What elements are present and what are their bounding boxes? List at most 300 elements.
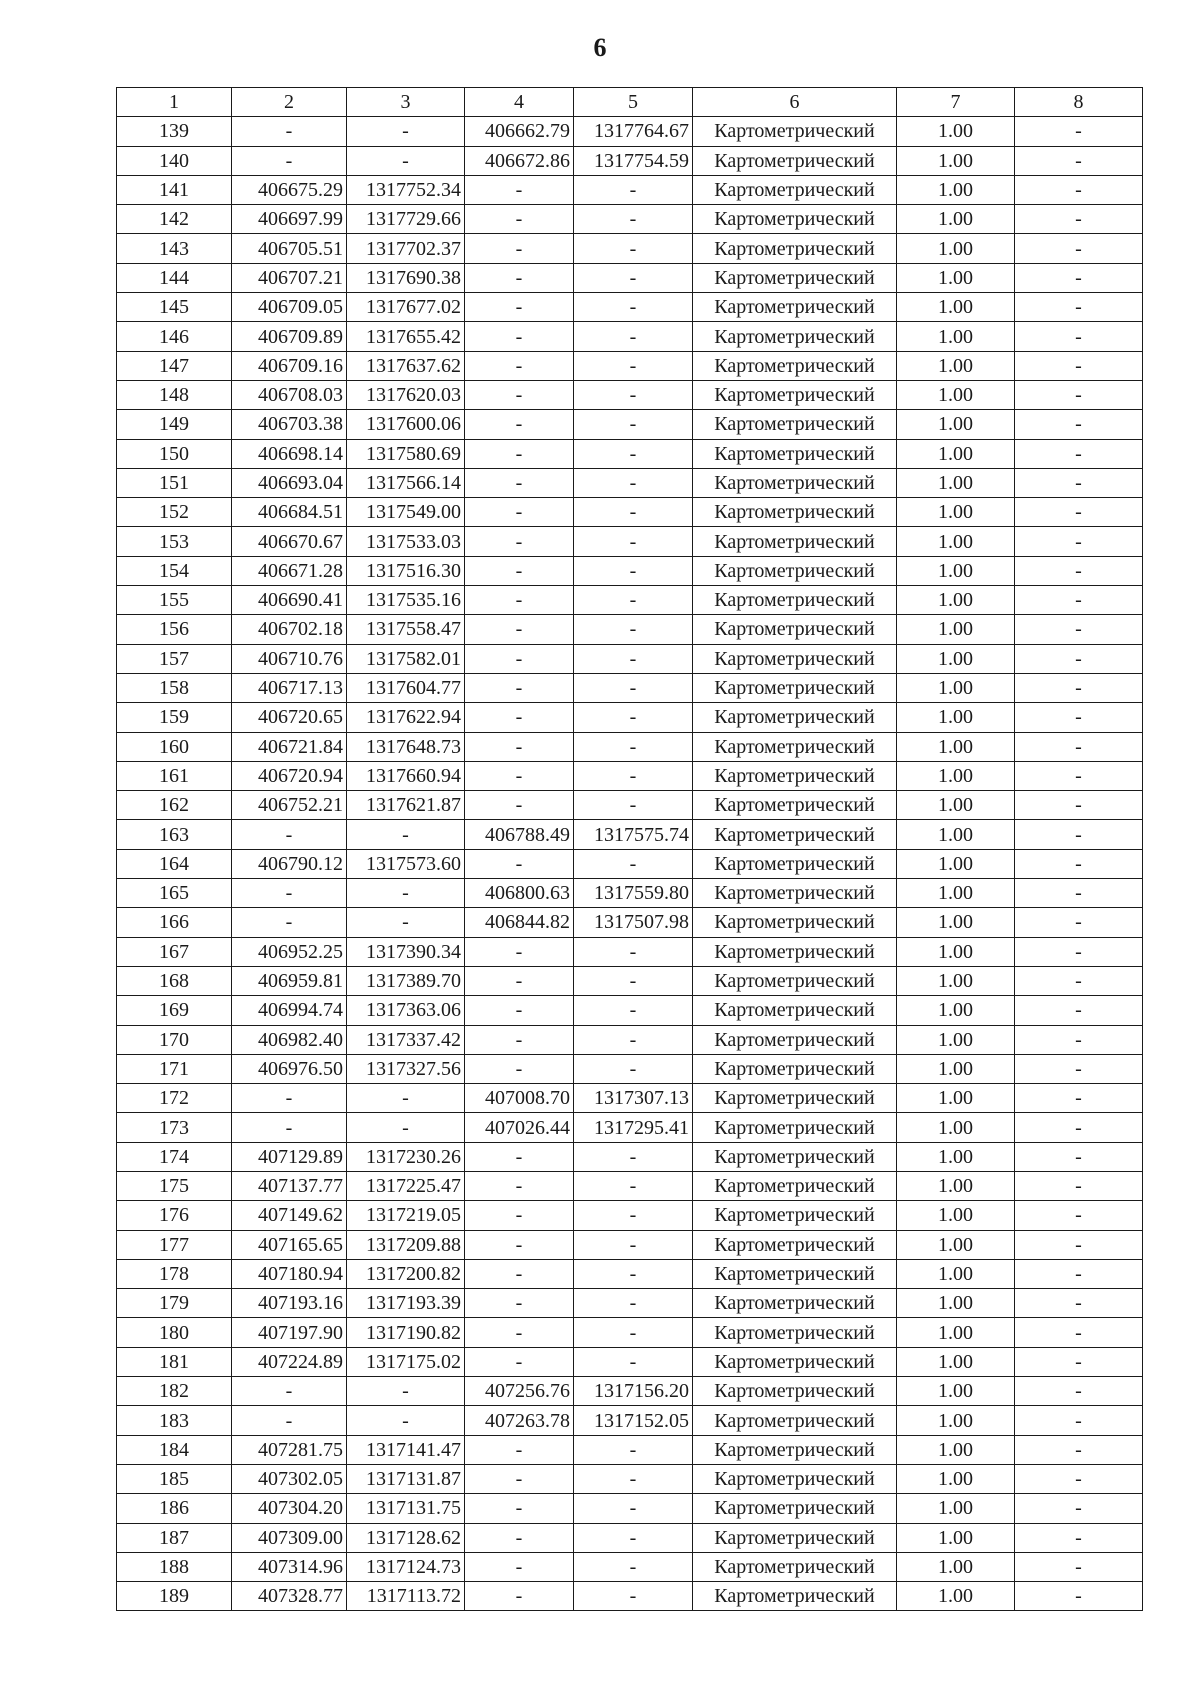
cell-description: - bbox=[1015, 791, 1143, 820]
cell-point-number: 169 bbox=[117, 996, 232, 1025]
cell-y-new: - bbox=[574, 586, 693, 615]
table-row bbox=[117, 1025, 1143, 1054]
cell-method: Картометрический bbox=[693, 1259, 897, 1288]
cell-point-number: 188 bbox=[117, 1552, 232, 1581]
cell-x-existing: 406982.40 bbox=[232, 1025, 347, 1054]
cell-method: Картометрический bbox=[693, 1142, 897, 1171]
cell-x-new: 406800.63 bbox=[465, 879, 574, 908]
cell-method: Картометрический bbox=[693, 175, 897, 204]
cell-y-existing: 1317558.47 bbox=[347, 615, 465, 644]
cell-method: Картометрический bbox=[693, 1435, 897, 1464]
cell-description: - bbox=[1015, 1377, 1143, 1406]
cell-point-number: 144 bbox=[117, 263, 232, 292]
table-row bbox=[117, 908, 1143, 937]
cell-description: - bbox=[1015, 263, 1143, 292]
cell-description: - bbox=[1015, 468, 1143, 497]
column-header-3: 3 bbox=[347, 88, 465, 117]
cell-y-new: - bbox=[574, 1201, 693, 1230]
table-row bbox=[117, 468, 1143, 497]
cell-point-number: 181 bbox=[117, 1347, 232, 1376]
cell-y-existing: 1317600.06 bbox=[347, 410, 465, 439]
cell-y-existing: 1317225.47 bbox=[347, 1171, 465, 1200]
cell-y-new: - bbox=[574, 1347, 693, 1376]
cell-precision: 1.00 bbox=[897, 879, 1015, 908]
table-row bbox=[117, 1230, 1143, 1259]
cell-x-new: - bbox=[465, 849, 574, 878]
cell-method: Картометрический bbox=[693, 263, 897, 292]
cell-method: Картометрический bbox=[693, 615, 897, 644]
cell-point-number: 162 bbox=[117, 791, 232, 820]
cell-method: Картометрический bbox=[693, 322, 897, 351]
cell-precision: 1.00 bbox=[897, 263, 1015, 292]
cell-method: Картометрический bbox=[693, 586, 897, 615]
cell-point-number: 157 bbox=[117, 644, 232, 673]
cell-precision: 1.00 bbox=[897, 673, 1015, 702]
cell-method: Картометрический bbox=[693, 498, 897, 527]
cell-x-new: 407263.78 bbox=[465, 1406, 574, 1435]
cell-point-number: 189 bbox=[117, 1582, 232, 1611]
cell-y-existing: 1317128.62 bbox=[347, 1523, 465, 1552]
cell-precision: 1.00 bbox=[897, 761, 1015, 790]
cell-x-new: - bbox=[465, 1289, 574, 1318]
cell-method: Картометрический bbox=[693, 1464, 897, 1493]
cell-precision: 1.00 bbox=[897, 410, 1015, 439]
cell-point-number: 161 bbox=[117, 761, 232, 790]
table-row bbox=[117, 380, 1143, 409]
cell-point-number: 154 bbox=[117, 556, 232, 585]
cell-x-existing: 406697.99 bbox=[232, 205, 347, 234]
cell-y-existing: 1317389.70 bbox=[347, 966, 465, 995]
cell-x-existing: 407224.89 bbox=[232, 1347, 347, 1376]
cell-x-new: - bbox=[465, 1054, 574, 1083]
cell-description: - bbox=[1015, 146, 1143, 175]
cell-method: Картометрический bbox=[693, 1230, 897, 1259]
cell-precision: 1.00 bbox=[897, 146, 1015, 175]
table-row bbox=[117, 1201, 1143, 1230]
table-row bbox=[117, 234, 1143, 263]
cell-precision: 1.00 bbox=[897, 849, 1015, 878]
cell-precision: 1.00 bbox=[897, 937, 1015, 966]
page-number: 6 bbox=[593, 33, 607, 62]
cell-x-existing: 406717.13 bbox=[232, 673, 347, 702]
cell-x-new: - bbox=[465, 1347, 574, 1376]
cell-x-existing: - bbox=[232, 820, 347, 849]
cell-method: Картометрический bbox=[693, 439, 897, 468]
cell-x-existing: 406720.65 bbox=[232, 703, 347, 732]
cell-y-new: - bbox=[574, 322, 693, 351]
cell-method: Картометрический bbox=[693, 1582, 897, 1611]
cell-x-new: 407026.44 bbox=[465, 1113, 574, 1142]
cell-x-existing: 407165.65 bbox=[232, 1230, 347, 1259]
cell-description: - bbox=[1015, 1025, 1143, 1054]
cell-y-new: - bbox=[574, 703, 693, 732]
cell-y-existing: 1317580.69 bbox=[347, 439, 465, 468]
cell-method: Картометрический bbox=[693, 1406, 897, 1435]
cell-precision: 1.00 bbox=[897, 1318, 1015, 1347]
cell-point-number: 152 bbox=[117, 498, 232, 527]
cell-description: - bbox=[1015, 1142, 1143, 1171]
table-row bbox=[117, 322, 1143, 351]
cell-x-new: - bbox=[465, 1582, 574, 1611]
cell-y-existing: - bbox=[347, 1113, 465, 1142]
cell-precision: 1.00 bbox=[897, 644, 1015, 673]
cell-x-new: - bbox=[465, 791, 574, 820]
cell-x-existing: 406709.05 bbox=[232, 293, 347, 322]
cell-precision: 1.00 bbox=[897, 820, 1015, 849]
cell-method: Картометрический bbox=[693, 410, 897, 439]
table-row bbox=[117, 439, 1143, 468]
cell-x-existing: 406702.18 bbox=[232, 615, 347, 644]
cell-y-new: - bbox=[574, 761, 693, 790]
cell-y-new: - bbox=[574, 293, 693, 322]
table-row bbox=[117, 615, 1143, 644]
cell-description: - bbox=[1015, 820, 1143, 849]
cell-precision: 1.00 bbox=[897, 205, 1015, 234]
cell-precision: 1.00 bbox=[897, 1201, 1015, 1230]
table-row bbox=[117, 703, 1143, 732]
cell-y-existing: 1317131.87 bbox=[347, 1464, 465, 1493]
table-row bbox=[117, 996, 1143, 1025]
cell-y-existing: 1317729.66 bbox=[347, 205, 465, 234]
table-row bbox=[117, 263, 1143, 292]
cell-precision: 1.00 bbox=[897, 1582, 1015, 1611]
cell-description: - bbox=[1015, 908, 1143, 937]
table-row bbox=[117, 498, 1143, 527]
cell-x-new: - bbox=[465, 205, 574, 234]
cell-precision: 1.00 bbox=[897, 175, 1015, 204]
cell-y-new: - bbox=[574, 527, 693, 556]
cell-y-existing: - bbox=[347, 820, 465, 849]
cell-point-number: 155 bbox=[117, 586, 232, 615]
cell-point-number: 174 bbox=[117, 1142, 232, 1171]
table-row bbox=[117, 644, 1143, 673]
cell-y-new: - bbox=[574, 1259, 693, 1288]
cell-x-existing: - bbox=[232, 879, 347, 908]
table-body bbox=[117, 117, 1143, 1611]
cell-x-new: - bbox=[465, 263, 574, 292]
cell-precision: 1.00 bbox=[897, 1113, 1015, 1142]
table-row bbox=[117, 1289, 1143, 1318]
table-row bbox=[117, 1552, 1143, 1581]
cell-x-new: - bbox=[465, 234, 574, 263]
cell-x-existing: 406994.74 bbox=[232, 996, 347, 1025]
cell-description: - bbox=[1015, 1318, 1143, 1347]
cell-x-existing: - bbox=[232, 1406, 347, 1435]
cell-x-existing: - bbox=[232, 117, 347, 146]
cell-x-existing: 407149.62 bbox=[232, 1201, 347, 1230]
cell-description: - bbox=[1015, 703, 1143, 732]
cell-point-number: 141 bbox=[117, 175, 232, 204]
cell-x-existing: 406707.21 bbox=[232, 263, 347, 292]
cell-method: Картометрический bbox=[693, 1025, 897, 1054]
cell-x-existing: 406698.14 bbox=[232, 439, 347, 468]
cell-point-number: 182 bbox=[117, 1377, 232, 1406]
table-row bbox=[117, 1054, 1143, 1083]
cell-precision: 1.00 bbox=[897, 1259, 1015, 1288]
cell-y-existing: 1317390.34 bbox=[347, 937, 465, 966]
cell-precision: 1.00 bbox=[897, 996, 1015, 1025]
cell-y-existing: 1317113.72 bbox=[347, 1582, 465, 1611]
cell-point-number: 172 bbox=[117, 1084, 232, 1113]
cell-method: Картометрический bbox=[693, 1347, 897, 1376]
cell-x-new: 407256.76 bbox=[465, 1377, 574, 1406]
cell-x-new: - bbox=[465, 1523, 574, 1552]
cell-point-number: 173 bbox=[117, 1113, 232, 1142]
cell-x-existing: 406710.76 bbox=[232, 644, 347, 673]
cell-description: - bbox=[1015, 498, 1143, 527]
cell-y-existing: 1317327.56 bbox=[347, 1054, 465, 1083]
cell-x-existing: 406709.16 bbox=[232, 351, 347, 380]
cell-y-new: - bbox=[574, 1171, 693, 1200]
cell-method: Картометрический bbox=[693, 908, 897, 937]
cell-description: - bbox=[1015, 1084, 1143, 1113]
table-row bbox=[117, 966, 1143, 995]
cell-description: - bbox=[1015, 1552, 1143, 1581]
cell-precision: 1.00 bbox=[897, 468, 1015, 497]
cell-y-new: - bbox=[574, 644, 693, 673]
cell-x-new: - bbox=[465, 1142, 574, 1171]
cell-method: Картометрический bbox=[693, 527, 897, 556]
cell-point-number: 167 bbox=[117, 937, 232, 966]
cell-y-existing: 1317535.16 bbox=[347, 586, 465, 615]
table-row bbox=[117, 1494, 1143, 1523]
cell-x-existing: 406959.81 bbox=[232, 966, 347, 995]
cell-precision: 1.00 bbox=[897, 1347, 1015, 1376]
cell-description: - bbox=[1015, 761, 1143, 790]
cell-y-new: - bbox=[574, 732, 693, 761]
cell-y-new: 1317559.80 bbox=[574, 879, 693, 908]
cell-y-existing: 1317516.30 bbox=[347, 556, 465, 585]
cell-x-new: - bbox=[465, 996, 574, 1025]
cell-point-number: 165 bbox=[117, 879, 232, 908]
cell-description: - bbox=[1015, 380, 1143, 409]
cell-x-new: - bbox=[465, 673, 574, 702]
cell-y-existing: 1317131.75 bbox=[347, 1494, 465, 1523]
cell-method: Картометрический bbox=[693, 703, 897, 732]
cell-y-new: - bbox=[574, 791, 693, 820]
cell-precision: 1.00 bbox=[897, 1494, 1015, 1523]
cell-description: - bbox=[1015, 1406, 1143, 1435]
cell-description: - bbox=[1015, 1523, 1143, 1552]
cell-y-new: - bbox=[574, 1142, 693, 1171]
cell-method: Картометрический bbox=[693, 820, 897, 849]
cell-description: - bbox=[1015, 586, 1143, 615]
cell-method: Картометрический bbox=[693, 117, 897, 146]
cell-y-existing: 1317549.00 bbox=[347, 498, 465, 527]
cell-x-new: - bbox=[465, 1025, 574, 1054]
cell-description: - bbox=[1015, 293, 1143, 322]
cell-method: Картометрический bbox=[693, 732, 897, 761]
cell-y-existing: 1317209.88 bbox=[347, 1230, 465, 1259]
cell-y-new: - bbox=[574, 1494, 693, 1523]
cell-x-new: - bbox=[465, 410, 574, 439]
cell-precision: 1.00 bbox=[897, 1289, 1015, 1318]
cell-x-existing: - bbox=[232, 146, 347, 175]
cell-y-new: - bbox=[574, 439, 693, 468]
cell-method: Картометрический bbox=[693, 351, 897, 380]
cell-y-existing: 1317190.82 bbox=[347, 1318, 465, 1347]
cell-point-number: 186 bbox=[117, 1494, 232, 1523]
cell-y-existing: 1317604.77 bbox=[347, 673, 465, 702]
cell-y-new: - bbox=[574, 1054, 693, 1083]
cell-y-existing: - bbox=[347, 879, 465, 908]
cell-description: - bbox=[1015, 322, 1143, 351]
cell-method: Картометрический bbox=[693, 849, 897, 878]
cell-x-existing: 406705.51 bbox=[232, 234, 347, 263]
cell-x-existing: 406720.94 bbox=[232, 761, 347, 790]
cell-x-new: - bbox=[465, 732, 574, 761]
table-row bbox=[117, 1377, 1143, 1406]
cell-point-number: 143 bbox=[117, 234, 232, 263]
column-header-1: 1 bbox=[117, 88, 232, 117]
cell-y-existing: 1317582.01 bbox=[347, 644, 465, 673]
cell-y-existing: - bbox=[347, 1084, 465, 1113]
cell-description: - bbox=[1015, 1494, 1143, 1523]
cell-method: Картометрический bbox=[693, 1377, 897, 1406]
cell-y-existing: 1317566.14 bbox=[347, 468, 465, 497]
cell-method: Картометрический bbox=[693, 761, 897, 790]
cell-y-existing: 1317702.37 bbox=[347, 234, 465, 263]
cell-description: - bbox=[1015, 1464, 1143, 1493]
cell-y-existing: 1317620.03 bbox=[347, 380, 465, 409]
cell-y-new: - bbox=[574, 615, 693, 644]
cell-point-number: 139 bbox=[117, 117, 232, 146]
cell-point-number: 156 bbox=[117, 615, 232, 644]
cell-method: Картометрический bbox=[693, 1523, 897, 1552]
cell-description: - bbox=[1015, 410, 1143, 439]
cell-description: - bbox=[1015, 439, 1143, 468]
cell-y-new: - bbox=[574, 673, 693, 702]
column-header-5: 5 bbox=[574, 88, 693, 117]
cell-x-existing: 406952.25 bbox=[232, 937, 347, 966]
cell-x-new: - bbox=[465, 761, 574, 790]
cell-method: Картометрический bbox=[693, 468, 897, 497]
cell-precision: 1.00 bbox=[897, 556, 1015, 585]
cell-point-number: 187 bbox=[117, 1523, 232, 1552]
table-row bbox=[117, 351, 1143, 380]
column-header-8: 8 bbox=[1015, 88, 1143, 117]
cell-method: Картометрический bbox=[693, 293, 897, 322]
cell-point-number: 163 bbox=[117, 820, 232, 849]
table-row bbox=[117, 1142, 1143, 1171]
cell-y-new: - bbox=[574, 849, 693, 878]
cell-y-new: - bbox=[574, 996, 693, 1025]
cell-y-new: - bbox=[574, 1318, 693, 1347]
cell-y-existing: 1317230.26 bbox=[347, 1142, 465, 1171]
cell-precision: 1.00 bbox=[897, 586, 1015, 615]
cell-description: - bbox=[1015, 849, 1143, 878]
cell-point-number: 178 bbox=[117, 1259, 232, 1288]
table-row bbox=[117, 146, 1143, 175]
cell-x-new: - bbox=[465, 1318, 574, 1347]
cell-y-new: - bbox=[574, 175, 693, 204]
coordinates-table bbox=[116, 87, 1143, 1611]
cell-y-existing: 1317637.62 bbox=[347, 351, 465, 380]
cell-y-new: - bbox=[574, 351, 693, 380]
cell-y-existing: 1317175.02 bbox=[347, 1347, 465, 1376]
cell-x-new: - bbox=[465, 468, 574, 497]
cell-y-new: 1317152.05 bbox=[574, 1406, 693, 1435]
cell-x-existing: 406703.38 bbox=[232, 410, 347, 439]
table-row bbox=[117, 761, 1143, 790]
cell-y-existing: - bbox=[347, 117, 465, 146]
cell-x-existing: 406790.12 bbox=[232, 849, 347, 878]
cell-y-new: - bbox=[574, 380, 693, 409]
cell-y-new: - bbox=[574, 468, 693, 497]
cell-y-existing: 1317677.02 bbox=[347, 293, 465, 322]
cell-point-number: 153 bbox=[117, 527, 232, 556]
cell-point-number: 177 bbox=[117, 1230, 232, 1259]
cell-x-existing: 407129.89 bbox=[232, 1142, 347, 1171]
table-row bbox=[117, 879, 1143, 908]
cell-x-existing: - bbox=[232, 1084, 347, 1113]
cell-x-new: - bbox=[465, 1552, 574, 1581]
cell-description: - bbox=[1015, 673, 1143, 702]
cell-y-existing: - bbox=[347, 146, 465, 175]
cell-x-new: 406844.82 bbox=[465, 908, 574, 937]
table-row bbox=[117, 1318, 1143, 1347]
cell-method: Картометрический bbox=[693, 234, 897, 263]
cell-precision: 1.00 bbox=[897, 1464, 1015, 1493]
cell-x-existing: 406709.89 bbox=[232, 322, 347, 351]
cell-y-existing: 1317655.42 bbox=[347, 322, 465, 351]
cell-precision: 1.00 bbox=[897, 615, 1015, 644]
cell-precision: 1.00 bbox=[897, 703, 1015, 732]
cell-description: - bbox=[1015, 1289, 1143, 1318]
cell-y-new: - bbox=[574, 966, 693, 995]
cell-y-new: - bbox=[574, 1464, 693, 1493]
cell-point-number: 168 bbox=[117, 966, 232, 995]
cell-precision: 1.00 bbox=[897, 498, 1015, 527]
cell-method: Картометрический bbox=[693, 791, 897, 820]
cell-precision: 1.00 bbox=[897, 234, 1015, 263]
table-row bbox=[117, 586, 1143, 615]
cell-y-new: - bbox=[574, 556, 693, 585]
cell-x-existing: 406693.04 bbox=[232, 468, 347, 497]
cell-y-existing: 1317124.73 bbox=[347, 1552, 465, 1581]
cell-description: - bbox=[1015, 644, 1143, 673]
cell-point-number: 184 bbox=[117, 1435, 232, 1464]
cell-x-existing: 406721.84 bbox=[232, 732, 347, 761]
table-row bbox=[117, 732, 1143, 761]
cell-y-new: - bbox=[574, 498, 693, 527]
cell-x-existing: 407302.05 bbox=[232, 1464, 347, 1493]
cell-point-number: 179 bbox=[117, 1289, 232, 1318]
cell-y-new: - bbox=[574, 410, 693, 439]
cell-x-new: 407008.70 bbox=[465, 1084, 574, 1113]
cell-y-new: 1317307.13 bbox=[574, 1084, 693, 1113]
table-row bbox=[117, 849, 1143, 878]
cell-method: Картометрический bbox=[693, 1318, 897, 1347]
cell-precision: 1.00 bbox=[897, 293, 1015, 322]
table-row bbox=[117, 117, 1143, 146]
cell-x-existing: 407281.75 bbox=[232, 1435, 347, 1464]
table-row bbox=[117, 820, 1143, 849]
cell-x-new: - bbox=[465, 439, 574, 468]
cell-point-number: 160 bbox=[117, 732, 232, 761]
cell-x-new: - bbox=[465, 498, 574, 527]
cell-precision: 1.00 bbox=[897, 966, 1015, 995]
cell-x-new: - bbox=[465, 703, 574, 732]
cell-point-number: 147 bbox=[117, 351, 232, 380]
cell-description: - bbox=[1015, 1171, 1143, 1200]
cell-y-new: 1317754.59 bbox=[574, 146, 693, 175]
cell-y-new: - bbox=[574, 1435, 693, 1464]
cell-point-number: 158 bbox=[117, 673, 232, 702]
cell-point-number: 142 bbox=[117, 205, 232, 234]
cell-y-new: 1317507.98 bbox=[574, 908, 693, 937]
cell-precision: 1.00 bbox=[897, 908, 1015, 937]
